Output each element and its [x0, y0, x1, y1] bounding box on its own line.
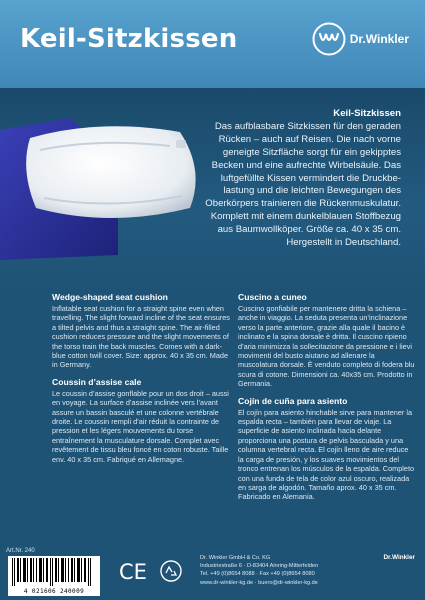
brand-name: Dr.Winkler	[349, 32, 409, 46]
german-line: aus Baumwollköper. Größe ca. 40 x 35 cm.	[217, 224, 401, 236]
company-address	[200, 554, 318, 587]
german-line: Komplett mit einem dunkelblauen Stoffbezug	[210, 211, 401, 223]
french-body: Le coussin d’assise gonflable pour un dos droit – aussi en voyage. La surface d’assise inclinée vers l’avant assure un bassin basculé et une colonne vertébrale droite. Le coussin rempli d’air réduit la contrainte de pression et les légers mouvements du torse entraînement la musculature dorsale. Complet avec revêtement de tissu bleu foncé en coton robuste. Taille env. 40 x 35 cm. Fabriqué en Allemagne.	[52, 388, 229, 464]
address-line: Industriestraße 6 · D-83404 Ainring-Mitterfelden	[200, 563, 319, 570]
barcode-icon	[12, 558, 96, 586]
winkler-logo-icon	[312, 22, 346, 56]
german-line: geneigte Sitzfläche sorgt für ein gekipptes	[222, 146, 401, 158]
address-line: www.dr-winkler-kg.de · buero@dr-winkler-kg.de	[200, 579, 318, 586]
italian-body: Cuscino gonfiabile per mantenere dritta la schiena – anche in viaggio. La seduta presenta un’inclinazione verso la parte anteriore, grazie alla quale il bacino è inclinato e la spina dorsale è dritta. Il cuscino ripieno d’aria minimizza la sollecitazione da pressione e i lievi movimenti del busto aiutano ad allenare la muscolatura dorsale. È venduto completo di fodera blu scura di cotone. Dimensioni ca. 40x35 cm. Prodotto in Germania.	[238, 304, 415, 389]
french-title: Coussin d’assise cale	[52, 376, 142, 387]
footer-logo: Dr.Winkler	[383, 554, 415, 561]
brand-logo	[312, 22, 409, 56]
german-line: Oberkörpers trainieren die Rückenmuskulatur.	[205, 198, 401, 210]
german-line: lastung und die leichten Bewegungen des	[223, 185, 401, 197]
right-text-column	[238, 292, 416, 509]
barcode-digits: 4 021606 240009	[23, 588, 85, 595]
german-line: Becken und eine aufrechte Wirbelsäule. Das	[211, 159, 401, 171]
italian-title: Cuscino a cuneo	[238, 292, 307, 302]
german-line: luftgefüllte Kissen vermindert die Druckbe-	[220, 172, 401, 184]
barcode	[8, 556, 100, 596]
english-title: Wedge-shaped seat cushion	[52, 292, 168, 302]
german-line: Hergestellt in Deutschland.	[286, 237, 401, 249]
spanish-body: El cojín para asiento hinchable sirve para mantener la espalda recta – también para llevar de viaje. La superficie de asiento inclinada hacia delante proporciona una postura de pelvis basculada y una columna vertebral recta. El cojín lleno de aire reduce la carga de presión, y los suaves movimientos del tronco entrenan los músculos de la espalda. Completo con una funda de tela de color azul oscuro, realizada en sarga de algodón. Tamaño aprox. 40 x 35 cm. Fabricado en Alemania.	[238, 407, 415, 502]
ce-mark-text: CE	[119, 560, 147, 582]
german-line: Das aufblasbare Sitzkissen für den geraden	[214, 120, 401, 132]
address-line: Tel. +49 (0)8654 8088 · Fax +49 (0)8654 8080	[200, 571, 315, 578]
german-line: Rücken – auch auf Reisen. Die nach vorne	[218, 133, 401, 145]
recycle-icon	[160, 560, 182, 582]
page-title: Keil-Sitzkissen	[20, 24, 238, 54]
left-text-column	[52, 292, 230, 471]
address-line: Dr. Winkler GmbH & Co. KG	[200, 555, 271, 561]
ce-mark-icon	[118, 560, 148, 582]
header-banner	[0, 0, 425, 88]
spanish-title: Cojín de cuña para asiento	[238, 395, 348, 406]
german-description	[141, 108, 401, 250]
german-title: Keil-Sitzkissen	[333, 108, 401, 119]
article-number: Art.Nr. 240	[6, 548, 35, 554]
english-body: Inflatable seat cushion for a straight spine even when travelling. The slight forward incline of the seat ensures a tilted pelvis and thus a straight spine. The air-filled cushion reduces pressure and the slight movements of the torso train the back muscles. Comes with a dark-blue cotton twill cover. Size: approx. 40 x 35 cm. Made in Germany.	[52, 304, 230, 370]
